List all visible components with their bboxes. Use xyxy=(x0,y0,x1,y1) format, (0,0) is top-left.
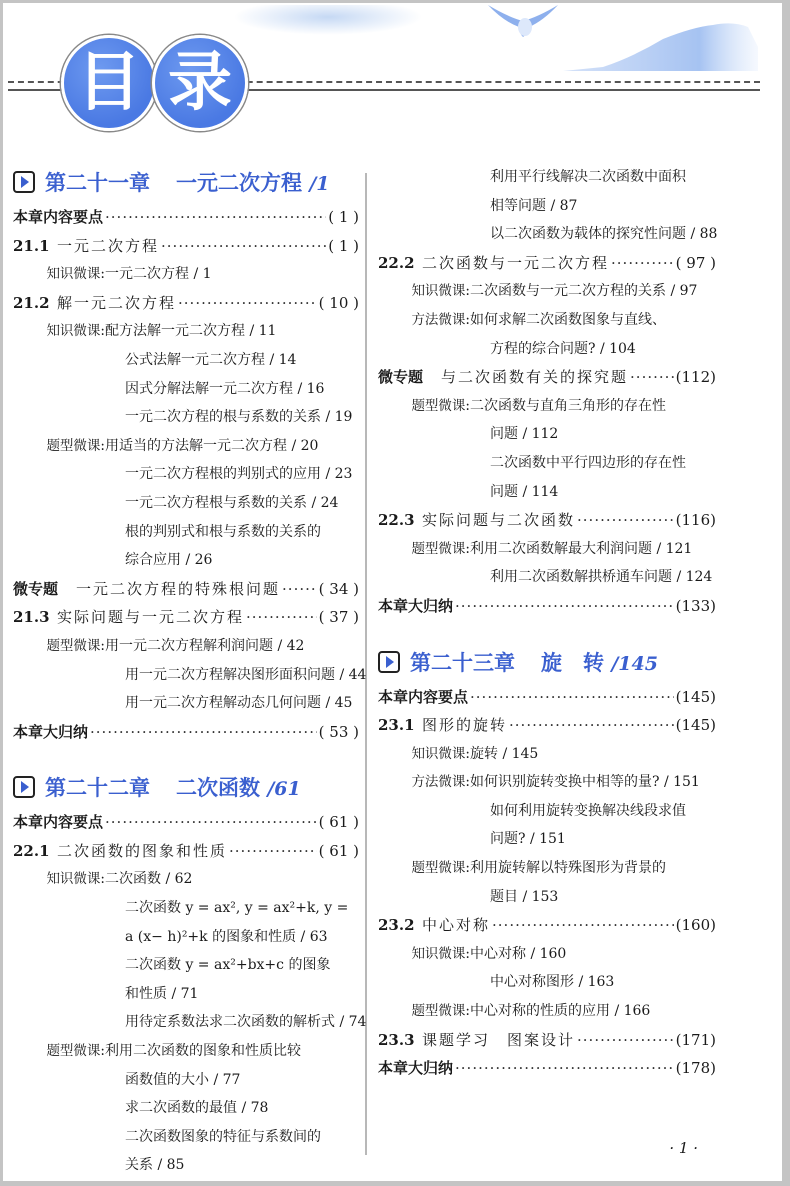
entry-label: 本章内容要点 xyxy=(13,208,104,226)
toc-lesson-continued[interactable] xyxy=(378,968,716,997)
toc-lesson[interactable] xyxy=(378,768,716,797)
section-page: (160) xyxy=(675,916,716,935)
lesson-title: 如何求解二次函数图象与直线、 xyxy=(470,311,666,328)
dot-leader xyxy=(611,249,674,278)
toc-lesson-continued[interactable] xyxy=(13,951,359,980)
section-number: 22.3 xyxy=(378,511,415,530)
toc-lesson-continued[interactable] xyxy=(13,661,367,690)
chapter-gap xyxy=(378,621,716,643)
chapter-gap xyxy=(13,746,359,768)
lesson-kind: 题型微课: xyxy=(46,1043,105,1060)
chapter-heading-22[interactable] xyxy=(13,768,359,808)
toc-lesson-continued[interactable] xyxy=(13,403,359,432)
dot-leader xyxy=(282,575,317,604)
chapter-title: 二次函数 xyxy=(176,776,260,801)
lesson-title: 函数值的大小 / 77 xyxy=(125,1071,241,1088)
toc-section[interactable] xyxy=(13,289,359,318)
toc-lesson-continued[interactable] xyxy=(13,346,359,375)
toc-lesson-continued[interactable] xyxy=(378,825,716,854)
page-title xyxy=(61,35,251,135)
section-page: ( 97 ) xyxy=(675,253,716,272)
toc-lesson[interactable] xyxy=(378,392,716,421)
chevron-right-icon xyxy=(378,651,400,673)
lesson-kind: 知识微课: xyxy=(46,323,105,340)
chevron-right-icon xyxy=(13,171,35,193)
section-number: 21.2 xyxy=(13,293,50,312)
toc-lesson-continued[interactable] xyxy=(13,689,359,718)
toc-lesson[interactable] xyxy=(378,277,716,306)
toc-lesson-continued[interactable] xyxy=(13,980,359,1009)
lesson-title: 用适当的方法解一元二次方程 / 20 xyxy=(105,437,319,454)
section-title: 二次函数与一元二次方程 xyxy=(422,253,610,272)
entry-label: 本章内容要点 xyxy=(378,687,469,706)
lesson-title: 二次函数 y = ax², y = ax²+k, y = xyxy=(125,900,349,917)
toc-lesson[interactable] xyxy=(13,317,359,346)
toc-lesson[interactable] xyxy=(378,997,716,1026)
lesson-title: 和性质 / 71 xyxy=(125,985,199,1002)
lesson-title: 综合应用 / 26 xyxy=(125,552,213,569)
entry-page: (178) xyxy=(675,1059,716,1078)
toc-entry[interactable] xyxy=(13,718,359,747)
toc-section[interactable] xyxy=(13,837,359,866)
lesson-kind: 题型微课: xyxy=(411,540,470,557)
section-page: ( 1 ) xyxy=(328,236,359,255)
toc-section[interactable] xyxy=(13,232,359,261)
toc-entry[interactable] xyxy=(13,808,359,837)
lesson-title: 如何利用旋转变换解决线段求值 xyxy=(490,802,686,819)
section-page: ( 37 ) xyxy=(318,608,359,627)
dot-leader xyxy=(577,1026,674,1055)
lesson-kind: 题型微课: xyxy=(46,437,105,454)
section-page: ( 10 ) xyxy=(318,293,359,312)
toc-lesson[interactable] xyxy=(378,940,716,969)
section-title: 图形的旋转 xyxy=(422,716,508,735)
toc-lesson-continued[interactable] xyxy=(13,1094,359,1123)
lesson-title: 中心对称的性质的应用 / 166 xyxy=(470,1003,651,1020)
toc-lesson-continued[interactable] xyxy=(13,546,359,575)
toc-section[interactable] xyxy=(378,711,716,740)
section-page: ( 34 ) xyxy=(318,579,359,598)
section-number: 22.1 xyxy=(13,841,50,860)
dot-leader xyxy=(105,808,317,837)
toc-lesson-continued[interactable] xyxy=(378,192,716,221)
toc-section[interactable] xyxy=(378,1026,716,1055)
right-column xyxy=(378,163,716,1083)
entry-page: ( 1 ) xyxy=(328,208,359,226)
entry-label: 本章大归纳 xyxy=(378,596,454,615)
chapter-heading-23[interactable] xyxy=(378,643,716,683)
lesson-title: 二次函数中平行四边形的存在性 xyxy=(490,454,686,471)
section-number: 21.1 xyxy=(13,236,50,255)
section-page: (145) xyxy=(675,716,716,735)
toc-lesson-continued[interactable] xyxy=(13,894,359,923)
lesson-title: 利用平行线解决二次函数中面积 xyxy=(490,169,686,185)
section-title: 中心对称 xyxy=(422,916,491,935)
chapter-title: 一元二次方程 xyxy=(176,171,302,195)
lesson-kind: 题型微课: xyxy=(411,860,470,877)
toc-lesson-continued[interactable] xyxy=(13,460,359,489)
lesson-title: 问题 / 112 xyxy=(490,426,559,443)
lesson-kind: 知识微课: xyxy=(411,745,470,762)
section-page: (116) xyxy=(675,511,716,530)
lesson-title: 用待定系数法求二次函数的解析式 / 74 xyxy=(125,1014,367,1031)
section-page: (171) xyxy=(675,1030,716,1049)
toc-lesson-continued[interactable] xyxy=(378,797,716,826)
special-label: 微专题 xyxy=(378,368,424,387)
toc-lesson[interactable] xyxy=(13,432,359,461)
lesson-title: 一元二次方程根的判别式的应用 / 23 xyxy=(125,466,353,483)
toc-lesson-continued[interactable] xyxy=(378,883,716,912)
mountain-illustration xyxy=(563,17,763,73)
toc-lesson-continued[interactable] xyxy=(378,563,716,592)
lesson-title: 一元二次方程的根与系数的关系 / 19 xyxy=(125,409,353,426)
dot-leader xyxy=(577,506,674,535)
toc-lesson-continued[interactable] xyxy=(13,518,359,547)
section-title: 一元二次方程的特殊根问题 xyxy=(76,579,281,598)
entry-label: 本章大归纳 xyxy=(378,1059,454,1078)
lesson-kind: 题型微课: xyxy=(46,637,105,654)
chapter-title: 旋 转 xyxy=(541,650,604,675)
toc-page xyxy=(3,3,782,1181)
chapter-label: 第二十三章 xyxy=(410,650,515,675)
lesson-title: 公式法解一元二次方程 / 14 xyxy=(125,351,297,368)
lesson-title: 中心对称 / 160 xyxy=(470,945,567,962)
lesson-kind: 方法微课: xyxy=(411,311,470,328)
section-number: 21.3 xyxy=(13,608,50,627)
lesson-title: 一元二次方程 / 1 xyxy=(105,266,212,283)
title-char-1: 目 xyxy=(61,35,157,131)
lesson-kind: 知识微课: xyxy=(46,266,105,283)
dot-leader xyxy=(178,289,317,318)
section-title: 实际问题与一元二次方程 xyxy=(57,608,245,627)
toc-lesson[interactable] xyxy=(13,260,359,289)
toc-section[interactable] xyxy=(378,911,716,940)
toc-section[interactable] xyxy=(378,506,716,535)
chapter-label: 第二十二章 xyxy=(45,776,150,801)
dot-leader xyxy=(246,603,317,632)
toc-special-topic[interactable] xyxy=(13,575,359,604)
toc-entry[interactable] xyxy=(378,683,716,712)
section-number: 22.2 xyxy=(378,253,415,272)
chapter-page: /61 xyxy=(267,778,301,801)
dot-leader xyxy=(492,911,674,940)
lesson-title: 配方法解一元二次方程 / 11 xyxy=(105,323,277,340)
lesson-title: 二次函数 y = ax²+bx+c 的图象 xyxy=(125,957,331,974)
lesson-kind: 知识微课: xyxy=(411,945,470,962)
left-column xyxy=(13,163,367,1180)
toc-lesson-continued[interactable] xyxy=(378,420,716,449)
lesson-kind: 知识微课: xyxy=(46,871,105,888)
lesson-title: 利用旋转解以特殊图形为背景的 xyxy=(470,860,666,877)
toc-lesson[interactable] xyxy=(13,1037,359,1066)
section-title: 解一元二次方程 xyxy=(57,293,177,312)
dot-leader xyxy=(455,592,674,621)
toc-lesson[interactable] xyxy=(13,865,359,894)
section-title: 二次函数的图象和性质 xyxy=(57,841,228,860)
toc-lesson-continued[interactable] xyxy=(13,489,359,518)
toc-lesson[interactable] xyxy=(378,535,716,564)
dot-leader xyxy=(105,203,326,232)
toc-lesson-continued[interactable] xyxy=(13,1066,359,1095)
section-title: 一元二次方程 xyxy=(57,236,160,255)
entry-label: 本章内容要点 xyxy=(13,813,104,832)
lesson-title: a (x− h)²+k 的图象和性质 / 63 xyxy=(125,928,328,945)
dot-leader xyxy=(630,363,674,392)
dot-leader xyxy=(161,232,326,261)
lesson-title: 相等问题 / 87 xyxy=(490,197,578,214)
toc-lesson-continued[interactable] xyxy=(378,163,716,192)
section-title: 与二次函数有关的探究题 xyxy=(441,368,629,387)
lesson-title: 问题? / 151 xyxy=(490,831,566,848)
toc-lesson[interactable] xyxy=(13,632,359,661)
lesson-title: 关系 / 85 xyxy=(125,1157,185,1174)
lesson-title: 因式分解法解一元二次方程 / 16 xyxy=(125,380,325,397)
lesson-title: 中心对称图形 / 163 xyxy=(490,974,615,991)
title-char-2: 录 xyxy=(152,35,248,131)
section-number: 23.2 xyxy=(378,916,415,935)
lesson-title: 一元二次方程根与系数的关系 / 24 xyxy=(125,494,339,511)
lesson-title: 求二次函数的最值 / 78 xyxy=(125,1100,269,1117)
toc-lesson-continued[interactable] xyxy=(13,923,359,952)
entry-page: ( 53 ) xyxy=(318,722,359,741)
lesson-title: 用一元二次方程解决图形面积问题 / 44 xyxy=(125,666,367,683)
toc-lesson-continued[interactable] xyxy=(13,375,359,404)
lesson-title: 如何识别旋转变换中相等的量? / 151 xyxy=(470,774,700,791)
entry-page: (145) xyxy=(675,687,716,706)
chapter-page: /1 xyxy=(309,173,330,195)
dot-leader xyxy=(509,711,674,740)
chapter-label: 第二十一章 xyxy=(45,171,150,195)
toc-special-topic[interactable] xyxy=(378,363,716,392)
dot-leader xyxy=(90,718,317,747)
lesson-title: 二次函数与一元二次方程的关系 / 97 xyxy=(470,283,698,300)
lesson-title: 二次函数图象的特征与系数间的 xyxy=(125,1128,321,1145)
lesson-title: 根的判别式和根与系数的关系的 xyxy=(125,523,321,540)
lesson-title: 利用二次函数解最大利润问题 / 121 xyxy=(470,540,693,557)
chapter-page: /145 xyxy=(611,652,658,675)
toc-lesson-continued[interactable] xyxy=(378,478,716,507)
toc-section[interactable] xyxy=(378,249,716,278)
dot-leader xyxy=(229,837,317,866)
lesson-title: 用一元二次方程解利润问题 / 42 xyxy=(105,637,305,654)
section-number: 23.1 xyxy=(378,716,415,735)
lesson-title: 问题 / 114 xyxy=(490,483,559,500)
toc-lesson-continued[interactable] xyxy=(378,449,716,478)
chevron-right-icon xyxy=(13,776,35,798)
dot-leader xyxy=(455,1054,674,1083)
lesson-title: 题目 / 153 xyxy=(490,888,559,905)
lesson-kind: 题型微课: xyxy=(411,1003,470,1020)
section-number: 23.3 xyxy=(378,1030,415,1049)
toc-lesson[interactable] xyxy=(378,306,716,335)
toc-entry[interactable] xyxy=(378,592,716,621)
lesson-title: 二次函数与直角三角形的存在性 xyxy=(470,397,666,414)
lesson-title: 用一元二次方程解动态几何问题 / 45 xyxy=(125,695,353,712)
toc-lesson-continued[interactable] xyxy=(378,220,716,249)
toc-lesson[interactable] xyxy=(378,740,716,769)
lesson-title: 旋转 / 145 xyxy=(470,745,539,762)
dot-leader xyxy=(470,683,674,712)
toc-lesson-continued[interactable] xyxy=(13,1151,359,1180)
lesson-kind: 方法微课: xyxy=(411,774,470,791)
toc-section[interactable] xyxy=(13,603,359,632)
toc-lesson-continued[interactable] xyxy=(13,1123,359,1152)
entry-label: 本章大归纳 xyxy=(13,722,89,741)
lesson-kind: 知识微课: xyxy=(411,283,470,300)
toc-entry[interactable] xyxy=(13,203,359,232)
page-number: · 1 · xyxy=(669,1139,698,1157)
special-label: 微专题 xyxy=(13,579,59,598)
toc-entry[interactable] xyxy=(378,1054,716,1083)
toc-lesson-continued[interactable] xyxy=(378,335,716,364)
toc-lesson[interactable] xyxy=(378,854,716,883)
section-page: ( 61 ) xyxy=(318,841,359,860)
dove-illustration xyxy=(483,3,573,39)
section-page: (112) xyxy=(675,368,716,387)
lesson-title: 利用二次函数解拱桥通车问题 / 124 xyxy=(490,569,713,586)
lesson-title: 以二次函数为载体的探究性问题 / 88 xyxy=(490,226,718,243)
lesson-title: 利用二次函数的图象和性质比较 xyxy=(105,1043,301,1060)
lesson-title: 方程的综合问题? / 104 xyxy=(490,340,636,357)
section-title: 课题学习 图案设计 xyxy=(422,1030,576,1049)
entry-page: ( 61 ) xyxy=(318,813,359,832)
cloud-decoration xyxy=(233,5,423,35)
chapter-heading-21[interactable] xyxy=(13,163,359,203)
lesson-kind: 题型微课: xyxy=(411,397,470,414)
lesson-title: 二次函数 / 62 xyxy=(105,871,193,888)
section-title: 实际问题与二次函数 xyxy=(422,511,576,530)
entry-page: (133) xyxy=(675,596,716,615)
toc-lesson-continued[interactable] xyxy=(13,1008,367,1037)
